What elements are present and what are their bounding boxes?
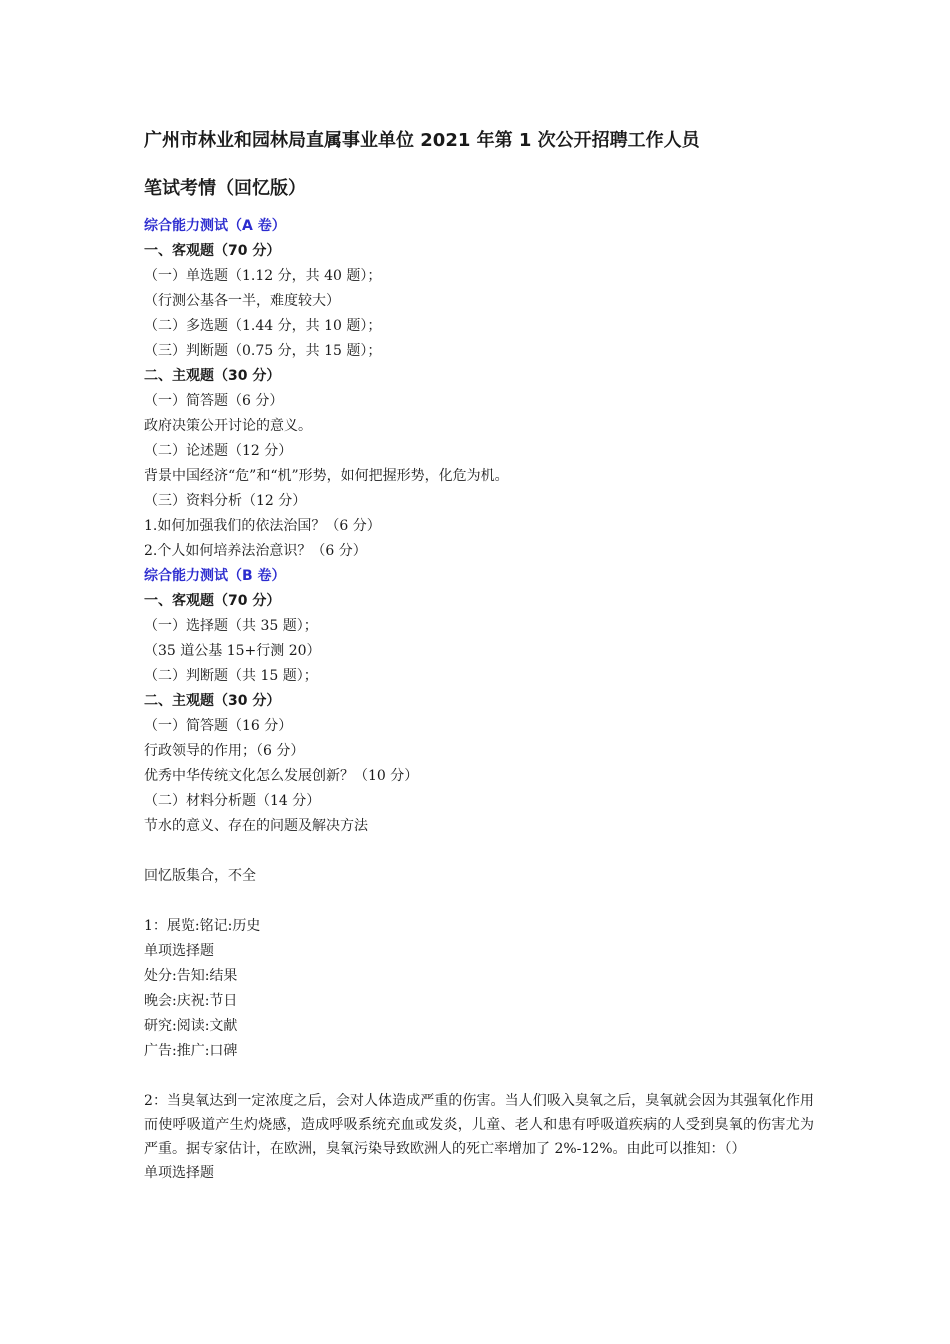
paper-b-subjective-line: （一）简答题（16 分） <box>144 718 293 734</box>
paper-a-subjective-line: 政府决策公开讨论的意义。 <box>144 418 312 434</box>
recall-note: 回忆版集合，不全 <box>144 868 256 884</box>
paper-b-objective-line: （一）选择题（共 35 题）； <box>144 618 318 634</box>
question-1-type: 单项选择题 <box>144 943 214 959</box>
spacer <box>144 889 814 914</box>
paper-b-objective-line: （二）判断题（共 15 题）； <box>144 668 318 684</box>
paper-a-subjective-line: 1.如何加强我们的依法治国？（6 分） <box>144 518 381 534</box>
question-1-option: 处分:告知:结果 <box>144 968 238 984</box>
document-title-line-1: 广州市林业和园林局直属事业单位 2021 年第 1 次公开招聘工作人员 <box>144 130 700 151</box>
paper-b-objective-line: （35 道公基 15+行测 20） <box>144 643 321 659</box>
paper-a-subjective-heading: 二、主观题（30 分） <box>144 368 281 384</box>
spacer <box>144 839 814 864</box>
paper-b-subjective-line: 行政领导的作用；（6 分） <box>144 743 305 759</box>
paper-b-subjective-line: 节水的意义、存在的问题及解决方法 <box>144 818 368 834</box>
paper-a-subjective-line: （一）简答题（6 分） <box>144 393 284 409</box>
document-page <box>144 124 814 1186</box>
paper-b-heading: 综合能力测试（B 卷） <box>144 568 286 584</box>
question-1-option: 广告:推广:口碑 <box>144 1043 238 1059</box>
paper-a-objective-line: （二）多选题（1.44 分，共 10 题）； <box>144 318 382 334</box>
paper-b-subjective-line: 优秀中华传统文化怎么发展创新？（10 分） <box>144 768 419 784</box>
question-1-stem: 1：展览:铭记:历史 <box>144 918 261 934</box>
question-2-type: 单项选择题 <box>144 1165 214 1181</box>
document-title-line-2: 笔试考情（回忆版） <box>144 178 306 199</box>
question-1-option: 研究:阅读:文献 <box>144 1018 238 1034</box>
question-2-stem: 2：当臭氧达到一定浓度之后，会对人体造成严重的伤害。当人们吸入臭氧之后，臭氧就会因为其强氧化作用而使呼吸道产生灼烧感，造成呼吸系统充血或发炎，儿童、老人和患有呼吸道疾病的人受到臭氧的伤害尤为严重。据专家估计，在欧洲，臭氧污染导致欧洲人的死亡率增加了 2%-12%。由此可以推知：（） <box>144 1093 814 1157</box>
paper-a-objective-line: （一）单选题（1.12 分，共 40 题）； <box>144 268 382 284</box>
paper-b-subjective-line: （二）材料分析题（14 分） <box>144 793 321 809</box>
paper-a-objective-heading: 一、客观题（70 分） <box>144 243 281 259</box>
paper-b-objective-heading: 一、客观题（70 分） <box>144 593 281 609</box>
paper-a-subjective-line: （三）资料分析（12 分） <box>144 493 307 509</box>
paper-a-subjective-line: 2.个人如何培养法治意识？（6 分） <box>144 543 367 559</box>
paper-a-objective-line: （三）判断题（0.75 分，共 15 题）； <box>144 343 382 359</box>
paper-a-heading: 综合能力测试（A 卷） <box>144 218 286 234</box>
paper-a-subjective-line: 背景中国经济“危”和“机”形势，如何把握形势，化危为机。 <box>144 468 509 484</box>
spacer <box>144 1064 814 1089</box>
paper-a-subjective-line: （二）论述题（12 分） <box>144 443 293 459</box>
paper-b-subjective-heading: 二、主观题（30 分） <box>144 693 281 709</box>
paper-a-objective-line: （行测公基各一半，难度较大） <box>144 293 340 309</box>
question-1-option: 晚会:庆祝:节日 <box>144 993 238 1009</box>
